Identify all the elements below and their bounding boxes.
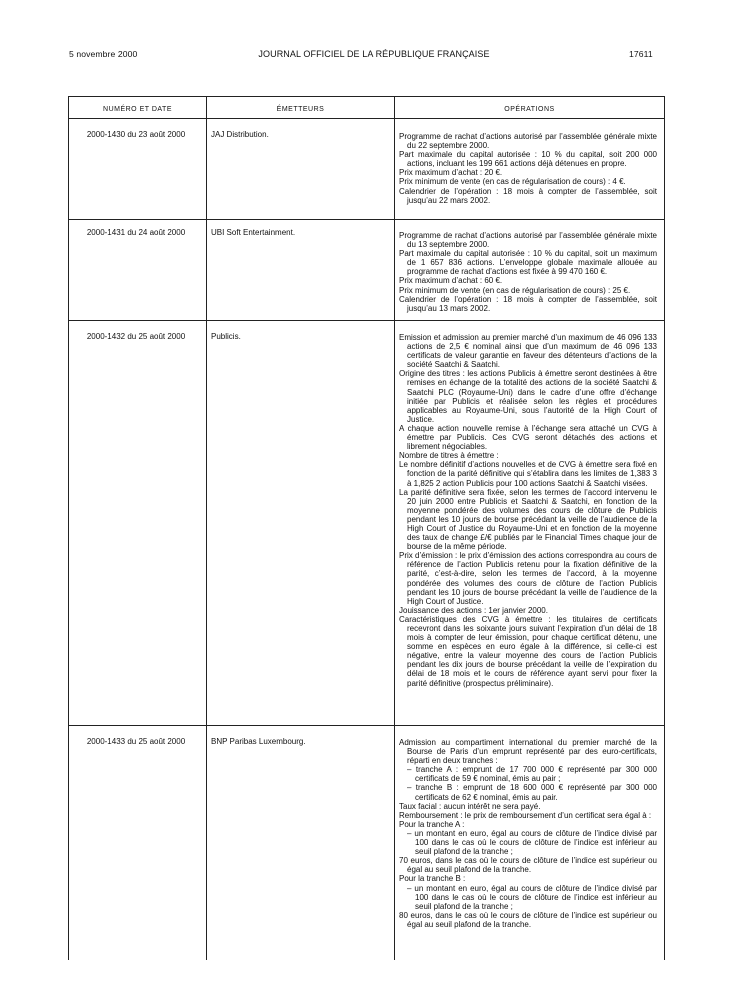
row-number-date: 2000-1432 du 25 août 2000 (86, 332, 186, 341)
row-number-date: 2000-1431 du 24 août 2000 (86, 228, 186, 237)
operation-paragraph: Jouissance des actions : 1er janvier 2000. (399, 605, 548, 615)
row-divider (68, 320, 665, 321)
table-left-border (68, 96, 69, 960)
operation-paragraph: 80 euros, dans le cas où le cours de clôture de l’indice est supérieur ou égal au seuil plafond de la tranche. (399, 910, 657, 929)
operation-paragraph: Calendrier de l’opération : 18 mois à compter de l’assemblée, soit jusqu’au 22 mars 2002. (399, 186, 657, 205)
operation-paragraph: Prix minimum de vente (en cas de régularisation de cours) : 4 €. (399, 177, 626, 187)
row-operations (399, 333, 657, 688)
operation-dash-item: – tranche A : emprunt de 17 700 000 € représenté par 300 000 certificats de 59 € nominal, émis au pair ; (407, 765, 657, 784)
page-number: 17611 (629, 49, 653, 59)
row-issuer: JAJ Distribution. (211, 130, 269, 139)
operation-paragraph: Part maximale du capital autorisée : 10 % du capital, soit un maximum de 1 657 836 actions. L’enveloppe globale maximale allouée au programme de rachat d’actions est fixée à 99 470 160 €. (399, 249, 657, 277)
row-issuer: UBI Soft Entertainment. (211, 228, 296, 237)
header-date: 5 novembre 2000 (69, 49, 138, 59)
operation-dash-item: – un montant en euro, égal au cours de clôture de l’indice divisé par 100 dans le cas où le cours de clôture de l’indice est inférieur au seuil plafond de la tranche ; (407, 883, 657, 911)
operation-paragraph: Prix minimum de vente (en cas de régularisation de cours) : 25 €. (399, 285, 631, 295)
journal-title: JOURNAL OFFICIEL DE LA RÉPUBLIQUE FRANÇAISE (258, 49, 490, 59)
column-divider-2 (394, 96, 395, 960)
operation-paragraph: Le nombre définitif d’actions nouvelles et de CVG à émettre sera fixé en fonction de la parité définitive qui s’établira dans les limites de 1,383 3 à 1,825 2 action Publicis pour 100 actions Saatchi & Saatchi visées. (399, 460, 657, 488)
column-header-numero: NUMÉRO ET DATE (103, 106, 172, 113)
operation-paragraph: Calendrier de l’opération : 18 mois à compter de l’assemblée, soit jusqu’au 13 mars 2002. (399, 294, 657, 313)
operation-paragraph: Nombre de titres à émettre : (399, 451, 499, 461)
column-header-operations: OPÉRATIONS (504, 106, 555, 113)
operation-paragraph: Pour la tranche B : (399, 874, 466, 884)
operation-paragraph: A chaque action nouvelle remise à l’échange sera attaché un CVG à émettre par Publicis. Ces CVG seront détachés des actions et librement négociables. (399, 423, 657, 452)
operation-paragraph: Admission au compartiment international du premier marché de la Bourse de Paris d’un emprunt représenté par des euro-certificats, réparti en deux tranches : (399, 738, 657, 766)
operation-paragraph: Programme de rachat d’actions autorisé par l’assemblée générale mixte du 22 septembre 2000. (399, 132, 657, 151)
row-operations (399, 738, 657, 929)
operation-dash-item: – un montant en euro, égal au cours de clôture de l’indice divisé par 100 dans le cas où le cours de clôture de l’indice est inférieur au seuil plafond de la tranche ; (407, 828, 657, 857)
table-top-border (68, 96, 665, 97)
operation-paragraph: Caractéristiques des CVG à émettre : les titulaires de certificats recevront dans les soixante jours suivant l’expiration d’un délai de 18 mois à compter de leur émission, pour chaque certificat détenu, une somme en espèces en euro égale à la différence, si celle-ci est négative, entre la valeur moyenne des cours de l’action Publicis pendant les dix jours de bourse précédant la veille de l’expiration du délai de 18 mois et le cours de référence ayant servi pour fixer la parité définitive (prospectus préliminaire). (399, 614, 657, 688)
operation-paragraph: Remboursement : le prix de remboursement d’un certificat sera égal à : (399, 810, 652, 820)
operation-paragraph: Part maximale du capital autorisée : 10 % du capital, soit 200 000 actions, incluant les 199 661 actions déjà détenues en propre. (399, 150, 657, 169)
row-number-date: 2000-1430 du 23 août 2000 (86, 130, 186, 139)
row-issuer: BNP Paribas Luxembourg. (211, 737, 306, 746)
row-operations (399, 231, 657, 313)
operation-paragraph: Emission et admission au premier marché d’un maximum de 46 096 133 actions de 2,5 € nominal ainsi que d’un maximum de 46 096 133 certificats de valeur garantie en faveur des détenteurs d’actions de la société Saatchi & Saatchi. (399, 333, 657, 370)
operation-dash-item: – tranche B : emprunt de 18 600 000 € représenté par 300 000 certificats de 62 € nominal, émis au pair. (407, 783, 657, 802)
row-number-date: 2000-1433 du 25 août 2000 (86, 737, 186, 746)
operation-paragraph: Prix maximum d’achat : 60 €. (399, 276, 503, 286)
operation-paragraph: 70 euros, dans le cas où le cours de clôture de l’indice est supérieur ou égal au seuil plafond de la tranche. (399, 856, 657, 875)
table-right-border (664, 96, 665, 960)
operation-paragraph: Taux facial : aucun intérêt ne sera payé. (399, 801, 541, 811)
operation-paragraph: La parité définitive sera fixée, selon les termes de l’accord intervenu le 20 juin 2000 entre Publicis et Saatchi & Saatchi, en fonction de la moyenne pondérée des volumes des cours de clôture de Publicis pendant les 10 jours de bourse précédant la veille de l’audience de la High Court of Justice du Royaume-Uni et en fonction de la moyenne des taux de change £/€ publiés par le Financial Times chaque jour de bourse de la même période. (399, 487, 657, 552)
column-divider-1 (206, 96, 207, 960)
operation-paragraph: Prix d’émission : le prix d’émission des actions correspondra au cours de référence de l’action Publicis retenu pour la fixation définitive de la parité, c’est-à-dire, selon les termes de l’accord, à la moyenne pondérée des volumes des cours de clôture de l’action Publicis pendant les 10 jours de bourse précédant la veille de l’audience de la High Court of Justice. (399, 551, 657, 606)
header-bottom-border (68, 118, 665, 119)
row-issuer: Publicis. (211, 332, 241, 341)
operation-paragraph: Pour la tranche A : (399, 819, 465, 829)
row-operations (399, 132, 657, 205)
operation-paragraph: Origine des titres : les actions Publicis à émettre seront destinées à être remises en échange de la totalité des actions de la société Saatchi & Saatchi PLC (Royaume-Uni) dans le cadre d’une offre d’échange initiée par Publicis et réalisée selon les règles et procédures applicables au Royaume-Uni, sous l’autorité de la High Court of Justice. (399, 369, 657, 424)
operation-paragraph: Programme de rachat d’actions autorisé par l’assemblée générale mixte du 13 septembre 2000. (399, 231, 657, 250)
row-divider (68, 725, 665, 726)
column-header-emetteurs: ÉMETTEURS (276, 106, 325, 113)
row-divider (68, 219, 665, 220)
operation-paragraph: Prix maximum d’achat : 20 €. (399, 168, 503, 178)
